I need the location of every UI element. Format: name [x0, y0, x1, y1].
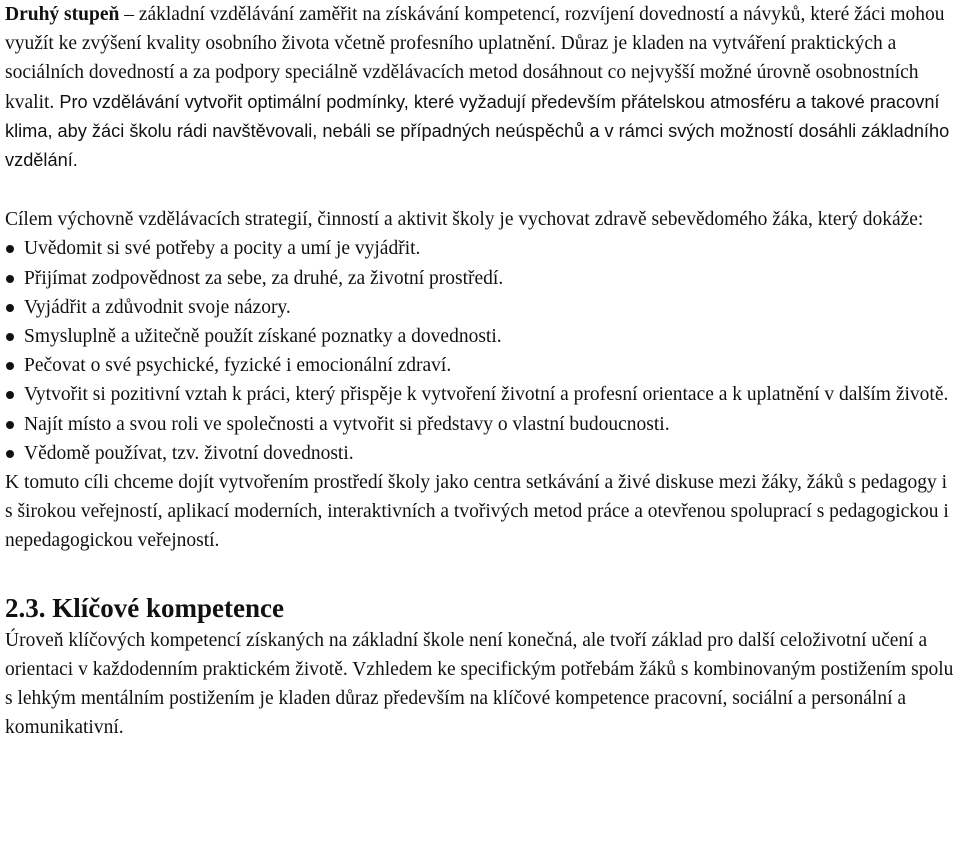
list-item: [5, 234, 957, 263]
goals-intro: Cílem výchovně vzdělávacích strategií, činností a aktivit školy je vychovat zdravě sebevědomého žáka, který dokáže:: [5, 209, 924, 231]
document-page: [5, 0, 957, 742]
list-item: [5, 264, 957, 293]
list-item: [5, 351, 957, 380]
bullet-icon: [6, 391, 14, 399]
bullet-icon: [6, 245, 14, 253]
list-item: [5, 293, 957, 322]
list-item: [5, 322, 957, 351]
list-item-text: Vytvořit si pozitivní vztah k práci, který přispěje k vytvoření životní a profesní orientace a k uplatnění v dalším životě.: [24, 384, 949, 406]
list-item: [5, 439, 957, 468]
intro-paragraph: [5, 0, 957, 175]
intro-bold-lead: Druhý stupeň: [5, 4, 120, 25]
bullet-icon: [6, 304, 14, 312]
list-item: [5, 380, 957, 409]
goals-closing: K tomuto cíli chceme dojít vytvořením prostředí školy jako centra setkávání a živé diskuse mezi žáky, žáků s pedagogy i s širokou veřejností, aplikací moderních, interaktivních a tvořivých metod práce a otevřenou spoluprací s pedagogickou i nepedagogickou veřejností.: [5, 472, 949, 552]
bullet-icon: [6, 362, 14, 370]
list-item-text: Přijímat zodpovědnost za sebe, za druhé, za životní prostředí.: [24, 267, 504, 289]
intro-text-serif: – základní vzdělávání zaměřit na získávání kompetencí, rozvíjení dovedností a návyků, které žáci mohou využít ke zvýšení kvality osobního života včetně profesního uplatnění. Důraz je kladen na vytváření praktických a sociálních dovedností a za podpory speciálně vzdělávacích metod dosáhnout co nejvyšší možné úrovně osobnostních kvalit.: [5, 4, 945, 113]
list-item-text: Uvědomit si své potřeby a pocity a umí je vyjádřit.: [24, 238, 421, 260]
bullet-icon: [6, 421, 14, 429]
paragraph-spacer: [5, 175, 957, 205]
list-item: [5, 410, 957, 439]
list-item-text: Smysluplně a užitečně použít získané poznatky a dovednosti.: [24, 326, 502, 348]
bullet-icon: [6, 450, 14, 458]
bullet-icon: [6, 333, 14, 341]
goals-list: [5, 234, 957, 468]
section-heading: 2.3. Klíčové kompetence: [5, 592, 284, 623]
intro-text-sans: Pro vzdělávání vytvořit optimální podmínky, které vyžadují především přátelskou atmosféru a takové pracovní klima, aby žáci školu rádi navštěvovali, nebáli se případných neúspěchů a v rámci svých možností dosáhli základního vzdělání.: [5, 91, 950, 171]
bullet-icon: [6, 275, 14, 283]
list-item-text: Pečovat o své psychické, fyzické i emocionální zdraví.: [24, 355, 452, 377]
section-body: Úroveň klíčových kompetencí získaných na základní škole není konečná, ale tvoří základ pro další celoživotní učení a orientaci v každodenním praktickém životě. Vzhledem ke specifickým potřebám žáků s kombinovaným postižením spolu s lehkým mentálním postižením je kladen důraz především na klíčové kompetence pracovní, sociální a personální a komunikativní.: [5, 629, 954, 739]
list-item-text: Vědomě používat, tzv. životní dovednosti.: [24, 442, 354, 464]
list-item-text: Najít místo a svou roli ve společnosti a vytvořit si představy o vlastní budoucnosti.: [24, 413, 670, 435]
list-item-text: Vyjádřit a zdůvodnit svoje názory.: [24, 296, 291, 318]
